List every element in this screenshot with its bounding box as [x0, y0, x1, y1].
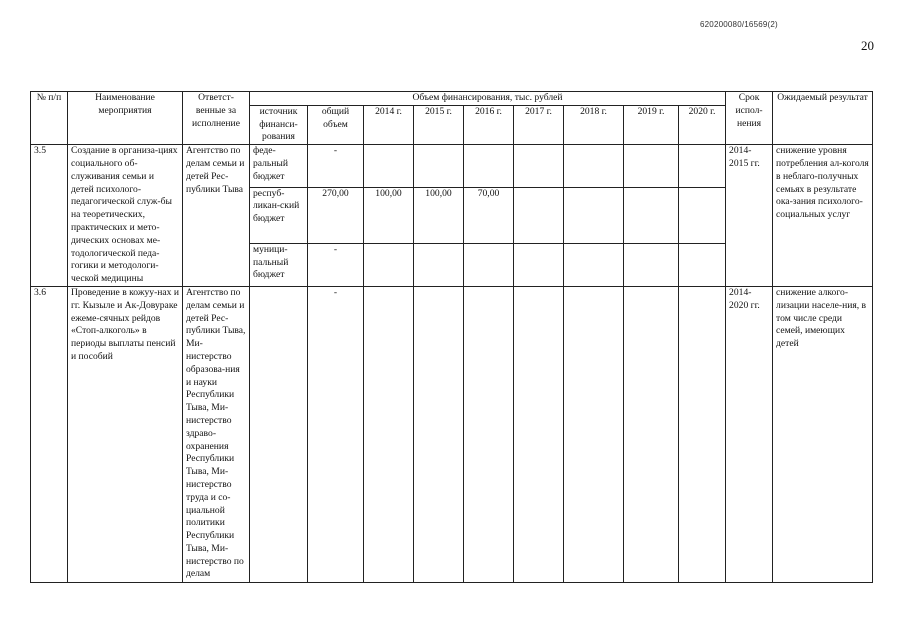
header-year: 2015 г.	[414, 105, 464, 144]
cell-2015	[414, 286, 464, 582]
cell-2017	[514, 286, 564, 582]
header-row	[31, 92, 873, 106]
table-row	[31, 145, 873, 188]
cell-2019	[624, 145, 679, 188]
row-num: 3.6	[31, 286, 68, 582]
header-source: источник финанси-рования	[250, 105, 308, 144]
header-total: общий объем	[308, 105, 364, 144]
header-term: Срок испол-нения	[726, 92, 773, 145]
cell-source: муници-пальный бюджет	[250, 243, 308, 286]
cell-2015: 100,00	[414, 187, 464, 243]
row-responsible: Агентство по делам семьи и детей Рес-публики Тыва, Ми-нистерство образова-ния и науки Республики Тыва, Ми-нистерство здраво-охранения Республики Тыва, Ми-нистерство труда и со-циальной политики Республики Тыва, Ми-нистерство по делам	[183, 286, 250, 582]
row-result: снижение уровня потребления ал-коголя в неблаго-получных семьях в результате ока-зания психолого-социальных услуг	[773, 145, 873, 287]
page-number: 20	[861, 38, 874, 53]
row-term: 2014-2020 гг.	[726, 286, 773, 582]
cell-2014: 100,00	[364, 187, 414, 243]
cell-total: -	[308, 286, 364, 582]
cell-2016: 70,00	[464, 187, 514, 243]
cell-2017	[514, 187, 564, 243]
row-result: снижение алкого-лизации населе-ния, в том числе среди семей, имеющих детей	[773, 286, 873, 582]
row-responsible: Агентство по делам семьи и детей Рес-публики Тыва	[183, 145, 250, 287]
row-num: 3.5	[31, 145, 68, 287]
cell-2017	[514, 145, 564, 188]
cell-source: феде-ральный бюджет	[250, 145, 308, 188]
cell-2016	[464, 243, 514, 286]
cell-2020	[679, 286, 726, 582]
cell-2020	[679, 145, 726, 188]
table-row	[31, 286, 873, 582]
cell-2016	[464, 145, 514, 188]
header-year: 2017 г.	[514, 105, 564, 144]
header-year: 2019 г.	[624, 105, 679, 144]
row-term: 2014-2015 гг.	[726, 145, 773, 287]
cell-2014	[364, 286, 414, 582]
header-responsible: Ответст-венные за исполнение	[183, 92, 250, 145]
header-year: 2018 г.	[564, 105, 624, 144]
header-name: Наименование мероприятия	[68, 92, 183, 145]
cell-2018	[564, 145, 624, 188]
document-code: 620200080/16569(2)	[700, 20, 778, 29]
cell-2019	[624, 243, 679, 286]
cell-total: -	[308, 243, 364, 286]
cell-2020	[679, 243, 726, 286]
cell-2018	[564, 187, 624, 243]
cell-2015	[414, 243, 464, 286]
header-year: 2014 г.	[364, 105, 414, 144]
header-volume: Объем финансирования, тыс. рублей	[250, 92, 726, 106]
row-name: Проведение в кожуу-нах и гг. Кызыле и Ак-Довураке ежеме-сячных рейдов «Стоп-алкоголь» в периоды выплаты пенсий и пособий	[68, 286, 183, 582]
cell-source	[250, 286, 308, 582]
header-year: 2020 г.	[679, 105, 726, 144]
cell-total: -	[308, 145, 364, 188]
cell-2014	[364, 243, 414, 286]
cell-source: респуб-ликан-ский бюджет	[250, 187, 308, 243]
program-table	[30, 91, 873, 583]
row-name: Создание в организа-циях социального об-служивания семьи и детей психолого-педагогической служ-бы на теоретических, практических и мето-дических основах ме-тодологической педа-гогики и методологи-ческой медицины	[68, 145, 183, 287]
cell-2019	[624, 286, 679, 582]
cell-2014	[364, 145, 414, 188]
header-year: 2016 г.	[464, 105, 514, 144]
cell-2019	[624, 187, 679, 243]
cell-2018	[564, 286, 624, 582]
cell-2015	[414, 145, 464, 188]
cell-total: 270,00	[308, 187, 364, 243]
cell-2018	[564, 243, 624, 286]
cell-2017	[514, 243, 564, 286]
cell-2020	[679, 187, 726, 243]
cell-2016	[464, 286, 514, 582]
header-result: Ожидаемый результат	[773, 92, 873, 145]
header-num: № п/п	[31, 92, 68, 145]
